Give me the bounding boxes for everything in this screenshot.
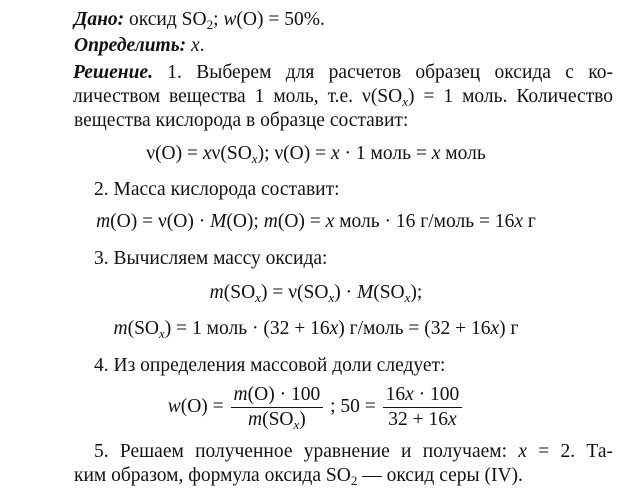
find-label: Определить:	[74, 35, 187, 56]
step1-line1-text: 1. Выберем для расчетов образец оксида с ко-	[152, 62, 613, 83]
find-end: .	[199, 35, 205, 56]
formula-mass-oxide	[0, 281, 632, 305]
frac1-den-text-a: (SO	[262, 409, 294, 431]
formula1-part-d: · 1 моль =	[339, 143, 432, 164]
frac2-den-x: x	[448, 409, 457, 431]
formula4-x: x	[329, 318, 339, 339]
fraction-1-denominator	[231, 408, 324, 431]
frac1-num-m: m	[233, 384, 248, 406]
formula4-part-d: ) г	[499, 318, 519, 339]
formula1-part-a: ν(O) =	[146, 143, 203, 164]
frac2-num-x: x	[405, 384, 414, 406]
formula4-x2: x	[490, 318, 500, 339]
step1-line2-subscript: x	[402, 94, 409, 109]
formula3-part-c: ) ·	[334, 282, 357, 303]
formula4-part-b: ) = 1 моль · (32 + 16	[164, 318, 330, 339]
given-w-symbol: w	[223, 9, 237, 30]
formula3-subscript-1: x	[255, 290, 261, 305]
formula3-subscript-2: x	[328, 290, 335, 305]
formula1-part-e: моль	[440, 143, 486, 164]
step3-text: 3. Вычисляем массу оксида:	[94, 248, 328, 269]
solution-step1-line3	[74, 109, 408, 133]
formula1-part-c: ); ν(O) =	[257, 143, 331, 164]
frac1-den-text-b: )	[299, 409, 306, 431]
given-text-1: оксид SO	[124, 9, 207, 30]
formula2-part-b: (O);	[226, 211, 264, 232]
formula4-subscript: x	[159, 326, 165, 341]
formula2-x: x	[325, 211, 335, 232]
step5-line1-text-b: = 2. Та-	[526, 441, 613, 462]
given-text-3: (O) = 50%.	[236, 9, 325, 30]
formula2-part-c: (O) =	[277, 211, 326, 232]
step1-line2-text-a: личеством вещества 1 моль, т.е. ν(SO	[73, 86, 403, 107]
solution-step1-line1	[73, 61, 613, 85]
step5-line2-text-b: — оксид серы (IV).	[357, 465, 523, 486]
find-variable: x	[186, 35, 200, 56]
formula1-part-b: ν(SO	[211, 143, 252, 164]
step5-line2	[74, 464, 523, 488]
step5-line1-x: x	[518, 441, 527, 462]
formula1-x2: x	[331, 143, 340, 164]
solution-step1-line2	[73, 85, 613, 109]
formula2-x2: x	[514, 211, 524, 232]
formula2-part-e: г	[523, 211, 536, 232]
step4-text: 4. Из определения массовой доли следует:	[94, 355, 446, 376]
formula3-part-a: (SO	[223, 282, 256, 303]
given-text-2: ;	[213, 9, 224, 30]
given-label: Дано:	[74, 9, 125, 30]
fraction-2	[383, 384, 463, 431]
frac1-den-subscript: x	[293, 417, 300, 433]
step1-line3-text: вещества кислорода в образце составит:	[74, 110, 409, 131]
step5-line2-text-a: ким образом, формула оксида SO	[74, 465, 351, 486]
formula-mass-oxygen	[0, 210, 632, 234]
formula-mass-oxide-value	[0, 317, 632, 341]
frac1-num-text: (O) · 100	[247, 384, 321, 406]
formula3-part-d: (SO	[373, 282, 405, 303]
formula2-m1: m	[96, 211, 111, 232]
formula3-part-b: ) = ν(SO	[260, 282, 329, 303]
step2-heading	[94, 178, 340, 202]
step4-heading	[94, 354, 445, 378]
frac1-den-m: m	[247, 409, 263, 431]
step5-line2-subscript: 2	[350, 473, 358, 488]
frac2-den-a: 32 + 16	[388, 409, 449, 431]
formula3-m: m	[209, 282, 224, 303]
step5-line1-text-a: 5. Решаем полученное уравнение и получаем:	[94, 441, 519, 462]
formula2-part-d: моль · 16 г/моль = 16	[334, 211, 515, 232]
fraction-2-denominator	[383, 408, 463, 431]
formula4-part-a: (SO	[127, 318, 159, 339]
solution-label: Решение.	[73, 62, 153, 83]
step3-heading	[94, 247, 327, 271]
formula1-x: x	[202, 143, 212, 164]
formula4-m: m	[113, 318, 128, 339]
given-subscript: 2	[206, 17, 214, 32]
frac2-num-a: 16	[385, 384, 406, 406]
fraction-1	[231, 384, 324, 431]
formula-mass-fraction	[0, 383, 632, 431]
formula4-part-c: ) г/моль = (32 + 16	[338, 318, 491, 339]
formula-moles-oxygen	[0, 142, 632, 166]
formula3-part-e: );	[410, 282, 423, 303]
formula2-m2: m	[263, 211, 278, 232]
formula1-x3: x	[431, 143, 441, 164]
formula5-middle: ; 50 =	[325, 396, 376, 417]
formula5-w: w	[167, 396, 181, 417]
formula3-M: M	[356, 282, 374, 303]
formula2-M: M	[210, 211, 227, 232]
step2-text: 2. Масса кислорода составит:	[94, 179, 340, 200]
given-line	[74, 8, 325, 32]
find-line	[74, 34, 205, 58]
formula1-subscript: x	[251, 151, 258, 166]
step5-line1	[94, 440, 613, 464]
frac2-num-b: · 100	[413, 384, 460, 406]
formula3-subscript-3: x	[404, 290, 411, 305]
formula2-part-a: (O) = ν(O) ·	[110, 211, 211, 232]
fraction-2-numerator	[383, 384, 463, 408]
formula5-part-a: (O) =	[180, 396, 224, 417]
fraction-1-numerator	[231, 384, 324, 408]
step1-line2-text-b: ) = 1 моль. Количество	[408, 86, 613, 107]
